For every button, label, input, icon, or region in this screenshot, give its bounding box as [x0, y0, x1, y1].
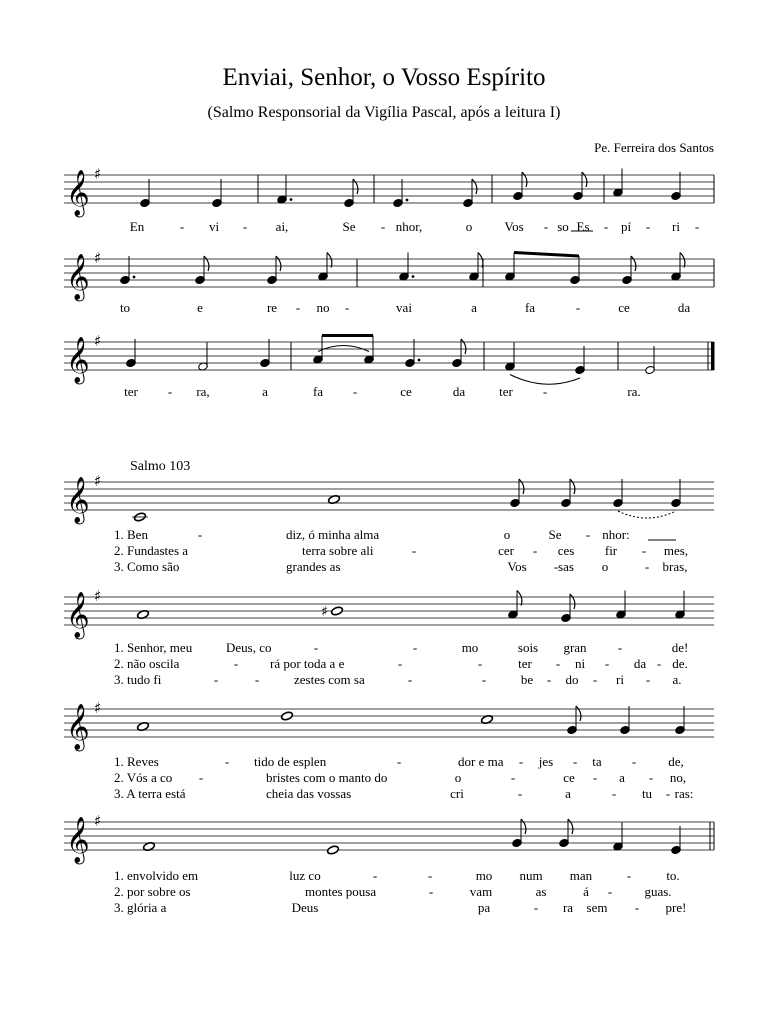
verse-syllable: -: [518, 754, 524, 769]
verse-syllable: -: [656, 656, 662, 671]
verse-syllable: -: [533, 900, 539, 915]
sharp-key-signature-icon: ♯: [94, 249, 102, 267]
slur: [318, 346, 369, 352]
lyric-syllable: a: [262, 384, 268, 399]
verse-syllable: rá por toda a e: [270, 656, 345, 671]
sharp-accidental-icon: ♯: [321, 604, 328, 620]
note-dot: [133, 276, 136, 279]
verse-syllable: tu: [641, 786, 653, 801]
sharp-key-signature-icon: ♯: [94, 472, 102, 490]
lyric-syllable: fa: [312, 384, 324, 399]
note-head: [281, 711, 294, 721]
verse-syllable: pre!: [665, 900, 687, 915]
lyric-syllable: da: [677, 300, 691, 315]
note-dot: [418, 359, 421, 362]
verse-syllable: -: [607, 884, 613, 899]
note-flag: [353, 179, 358, 194]
verse-syllable: sas: [558, 559, 574, 574]
note-flag: [582, 172, 587, 187]
verse-syllable: o: [454, 770, 462, 785]
lyric-syllable: vai: [396, 300, 412, 315]
verse-syllable: do: [565, 672, 579, 687]
verse-syllable: -: [397, 656, 403, 671]
verse-syllable: Deus, co: [226, 640, 272, 655]
verse-syllable: ter: [518, 656, 532, 671]
verse-syllable: dor e ma: [458, 754, 504, 769]
lyric-syllable: ce: [400, 384, 412, 399]
treble-clef-icon: 𝄞: [66, 477, 90, 523]
verse-syllable: 3. A terra está: [114, 786, 186, 801]
lyric-syllable: ter: [499, 384, 513, 399]
verse-syllable: -: [572, 754, 578, 769]
verse-syllable: sois: [517, 640, 539, 655]
verse-syllable: to.: [666, 868, 680, 883]
verse-syllable: -: [585, 527, 591, 542]
verse-syllable: -: [197, 527, 203, 542]
verse-syllable: mo: [461, 640, 479, 655]
page-title: Enviai, Senhor, o Vosso Espírito: [222, 64, 546, 91]
psalm-label: Salmo 103: [130, 459, 191, 474]
treble-clef-icon: 𝄞: [66, 337, 90, 383]
lyric-syllable: En: [129, 219, 145, 234]
lyric-syllable: -: [344, 300, 350, 315]
lyric-syllable: pí: [620, 219, 632, 234]
note-flag: [519, 479, 524, 494]
note-flag: [680, 253, 685, 268]
note-flag: [521, 819, 526, 834]
verse-syllable: 3. tudo fi: [114, 672, 162, 687]
verse-syllable: gran: [563, 640, 587, 655]
verse-syllable: -: [611, 786, 617, 801]
verse-syllable: -: [641, 543, 647, 558]
verse-syllable: cheia das vossas: [266, 786, 352, 801]
verse-syllable: -: [617, 640, 623, 655]
note-beam: [514, 253, 579, 257]
verse-syllable: zestes com sa: [294, 672, 365, 687]
lyric-syllable: -: [380, 219, 386, 234]
verse-syllable: 3. glória a: [114, 900, 167, 915]
sharp-key-signature-icon: ♯: [94, 587, 102, 605]
note-flag: [327, 253, 332, 268]
verse-syllable: luz co: [289, 868, 321, 883]
lyric-syllable: -: [542, 384, 548, 399]
verse-syllable: ras:: [674, 786, 694, 801]
lyric-syllable: -: [179, 219, 185, 234]
verse-syllable: fir: [604, 543, 618, 558]
lyric-syllable: -: [242, 219, 248, 234]
treble-clef-icon: 𝄞: [66, 170, 90, 216]
note-flag: [478, 253, 483, 268]
lyric-syllable: ra,: [196, 384, 210, 399]
verse-syllable: -: [604, 656, 610, 671]
verse-syllable: ni: [574, 656, 586, 671]
verse-syllable: a: [619, 770, 625, 785]
verse-syllable: ra: [562, 900, 574, 915]
verse-syllable: da: [633, 656, 647, 671]
verse-syllable: guas.: [644, 884, 672, 899]
verse-syllable: -: [546, 672, 552, 687]
verse-syllable: -: [631, 754, 637, 769]
lyric-syllable: e: [197, 300, 203, 315]
slur: [618, 511, 676, 518]
verse-syllable: de!: [671, 640, 689, 655]
slur: [510, 375, 580, 385]
verse-syllable: -: [372, 868, 378, 883]
verse-syllable: bristes com o manto do: [266, 770, 388, 785]
verse-syllable: -: [592, 672, 598, 687]
verse-syllable: ces: [557, 543, 575, 558]
verse-syllable: de.: [672, 656, 688, 671]
verse-syllable: -: [592, 770, 598, 785]
verse-syllable: -: [411, 543, 417, 558]
verse-syllable: -: [645, 672, 651, 687]
verse-syllable: -: [254, 672, 260, 687]
verse-syllable: 2. Fundastes a: [114, 543, 189, 558]
verse-syllable: 2. por sobre os: [114, 884, 191, 899]
lyric-syllable: re: [266, 300, 278, 315]
verse-syllable: man: [569, 868, 593, 883]
verse-syllable: -: [427, 868, 433, 883]
verse-syllable: Deus: [291, 900, 319, 915]
verse-syllable: 2. Vós a co: [114, 770, 173, 785]
note-flag: [517, 591, 522, 606]
lyric-syllable: -: [167, 384, 173, 399]
verse-syllable: 1. Reves: [114, 754, 159, 769]
lyric-syllable: fa: [524, 300, 536, 315]
verse-syllable: -: [665, 786, 671, 801]
lyric-syllable: ai,: [275, 219, 289, 234]
verse-syllable: -: [648, 770, 654, 785]
verse-syllable: ri: [616, 672, 624, 687]
lyric-syllable: -: [352, 384, 358, 399]
verse-syllable: -: [407, 672, 413, 687]
verse-syllable: -: [198, 770, 204, 785]
verse-syllable: -: [313, 640, 319, 655]
verse-syllable: be: [520, 672, 534, 687]
verse-syllable: as: [535, 884, 547, 899]
verse-syllable: sem: [586, 900, 608, 915]
verse-syllable: -: [477, 656, 483, 671]
verse-syllable: 2. não oscila: [114, 656, 180, 671]
note-flag: [570, 594, 575, 609]
verse-syllable: a: [565, 786, 571, 801]
verse-syllable: -: [510, 770, 516, 785]
note-flag: [204, 256, 209, 271]
lyric-syllable: a: [471, 300, 477, 315]
lyric-syllable: ter: [124, 384, 138, 399]
verse-syllable: montes pousa: [305, 884, 377, 899]
verse-syllable: -: [626, 868, 632, 883]
composer-credit: Pe. Ferreira dos Santos: [594, 140, 714, 155]
lyric-syllable: Vos: [504, 219, 524, 234]
verse-syllable: o: [503, 527, 511, 542]
verse-syllable: -: [532, 543, 538, 558]
lyric-syllable: to: [119, 300, 131, 315]
verse-syllable: vam: [469, 884, 493, 899]
verse-syllable: ce: [563, 770, 575, 785]
note-flag: [631, 256, 636, 271]
note-dot: [290, 198, 293, 201]
sharp-key-signature-icon: ♯: [94, 699, 102, 717]
verse-syllable: o: [601, 559, 609, 574]
treble-clef-icon: 𝄞: [66, 704, 90, 750]
verse-syllable: a.: [672, 672, 682, 687]
note-dot: [406, 199, 409, 202]
sharp-key-signature-icon: ♯: [94, 165, 102, 183]
note-flag: [461, 339, 466, 354]
verse-syllable: Vos: [507, 559, 527, 574]
verse-syllable: pa: [477, 900, 491, 915]
verse-syllable: tido de esplen: [254, 754, 327, 769]
lyric-syllable: -: [543, 219, 549, 234]
verse-syllable: -: [428, 884, 434, 899]
verse-syllable: -: [396, 754, 402, 769]
note-flag: [568, 819, 573, 834]
lyric-syllable: Se: [342, 219, 356, 234]
lyric-syllable: vi: [208, 219, 220, 234]
verse-syllable: 1. Senhor, meu: [114, 640, 193, 655]
lyric-syllable: ce: [618, 300, 630, 315]
verse-syllable: diz, ó minha alma: [286, 527, 380, 542]
note-flag: [522, 172, 527, 187]
lyric-syllable: o: [465, 219, 473, 234]
verse-syllable: terra sobre ali: [302, 543, 374, 558]
lyric-syllable: -: [645, 219, 651, 234]
lyric-syllable: da: [452, 384, 466, 399]
note-flag: [570, 479, 575, 494]
verse-syllable: -: [634, 900, 640, 915]
note-head: [327, 845, 340, 855]
lyric-syllable: -: [295, 300, 301, 315]
verse-syllable: -: [555, 656, 561, 671]
lyric-syllable: -: [575, 300, 581, 315]
verse-syllable: -: [213, 672, 219, 687]
verse-syllable: no,: [669, 770, 687, 785]
verse-syllable: 1. envolvido em: [114, 868, 199, 883]
treble-clef-icon: 𝄞: [66, 817, 90, 863]
lyric-syllable: ra.: [627, 384, 641, 399]
lyric-syllable: no: [316, 300, 330, 315]
verse-syllable: á: [583, 884, 589, 899]
lyric-syllable: Es: [576, 219, 590, 234]
sharp-key-signature-icon: ♯: [94, 332, 102, 350]
verse-syllable: -: [224, 754, 230, 769]
note-flag: [576, 706, 581, 721]
verse-syllable: -: [553, 559, 559, 574]
verse-syllable: -: [481, 672, 487, 687]
note-flag: [276, 256, 281, 271]
verse-syllable: 3. Como são: [114, 559, 180, 574]
verse-syllable: -: [412, 640, 418, 655]
verse-syllable: num: [519, 868, 543, 883]
verse-syllable: cri: [450, 786, 464, 801]
page-subtitle: (Salmo Responsorial da Vigília Pascal, após a leitura I): [207, 104, 561, 121]
verse-syllable: bras,: [662, 559, 688, 574]
verse-syllable: -: [517, 786, 523, 801]
verse-syllable: mo: [475, 868, 493, 883]
lyric-syllable: ri: [672, 219, 680, 234]
verse-syllable: grandes as: [286, 559, 341, 574]
treble-clef-icon: 𝄞: [66, 254, 90, 300]
final-bar-line: [711, 342, 715, 370]
verse-syllable: -: [644, 559, 650, 574]
verse-syllable: cer: [498, 543, 514, 558]
note-head: [331, 606, 344, 616]
note-flag: [472, 179, 477, 194]
verse-syllable: ta: [592, 754, 602, 769]
treble-clef-icon: 𝄞: [66, 592, 90, 638]
verse-syllable: -: [233, 656, 239, 671]
note-dot: [412, 275, 415, 278]
sharp-key-signature-icon: ♯: [94, 812, 102, 830]
verse-syllable: jes: [538, 754, 554, 769]
verse-syllable: nhor:: [602, 527, 630, 542]
lyric-syllable: nhor,: [395, 219, 423, 234]
verse-syllable: mes,: [663, 543, 689, 558]
verse-syllable: 1. Ben: [114, 527, 148, 542]
verse-syllable: de,: [668, 754, 684, 769]
lyric-syllable: so: [557, 219, 569, 234]
verse-syllable: Se: [548, 527, 562, 542]
lyric-syllable: -: [603, 219, 609, 234]
lyric-syllable: -: [694, 219, 700, 234]
